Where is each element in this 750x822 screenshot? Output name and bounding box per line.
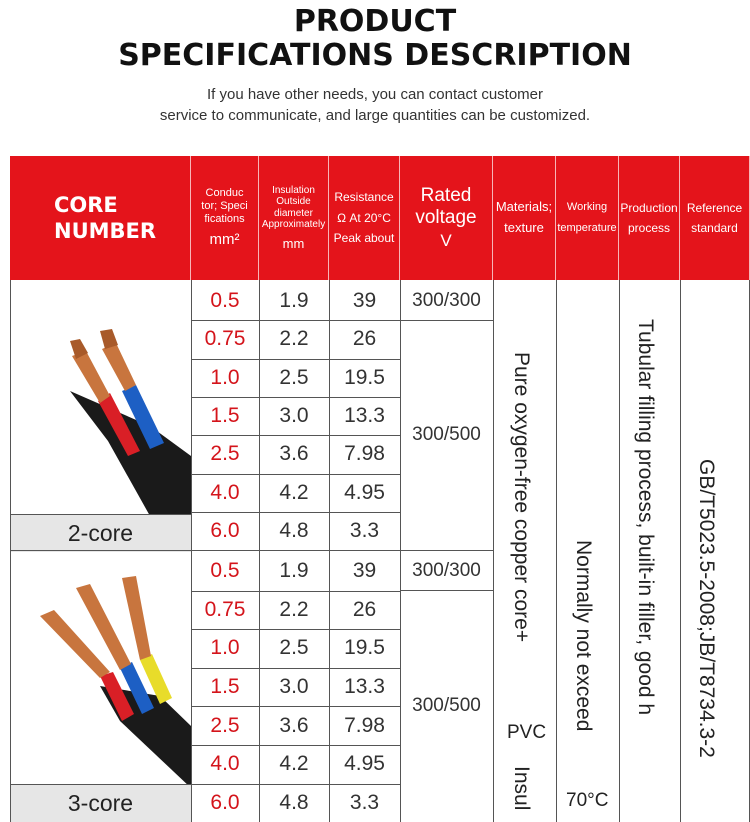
grid-line [191,629,400,630]
header-conductor-spec [191,156,259,280]
table-cell-resistance: 39 [352,289,377,313]
table-cell-diameter: 1.9 [279,289,309,313]
table-cell-diameter: 4.8 [279,518,309,542]
working-temp-text: Normally not exceed [572,540,595,732]
table-cell-diameter: 4.2 [279,752,309,776]
materials-pvc: PVC [507,722,547,743]
header-production-process [619,156,680,280]
grid-line [191,397,400,398]
table-cell-resistance: 13.3 [344,675,385,699]
table-cell-spec: 6.0 [210,518,240,542]
table-cell-diameter: 3.6 [279,442,309,466]
table-cell-spec: 0.75 [204,597,246,621]
grid-line [191,474,400,475]
header-core-number [10,156,191,280]
header-conductor-spec-label: Conduc tor; Speci fications [201,187,248,225]
table-cell-spec: 0.75 [204,327,246,351]
materials-text: Pure oxygen-free copper core+ [510,352,533,643]
table-cell-diameter: 2.2 [279,597,309,621]
grid-line [10,514,191,515]
core-label-2-text: 2-core [67,519,134,546]
grid-line [329,280,330,822]
table-cell-resistance: 26 [352,327,377,351]
table-cell-spec: 1.5 [210,675,240,699]
table-cell-diameter: 4.8 [279,790,309,814]
header-reference-standard-label: Reference standard [686,200,743,235]
header-working-temp [556,156,619,280]
table-cell-spec: 1.0 [210,636,240,660]
table-cell-spec: 4.0 [210,752,240,776]
voltage-cell-2core-rest [400,320,493,550]
grid-line [191,512,400,513]
core-label-3 [10,784,191,822]
table-cell-resistance: 3.3 [349,518,380,542]
table-cell-spec: 2.5 [210,442,240,466]
grid-line [191,668,400,669]
table-cell-diameter: 3.0 [279,675,309,699]
grid-line [680,280,681,822]
table-cell-resistance: 39 [352,559,377,583]
header-working-temp-label: Working temperature [557,201,617,234]
spec-table [10,156,750,822]
table-cell-spec: 1.0 [210,365,240,389]
table-cell-resistance: 3.3 [349,790,380,814]
two-core-cable-image [10,281,191,516]
grid-line [259,280,260,822]
page-title-line2: SPECIFICATIONS DESCRIPTION [118,38,632,73]
table-cell-spec: 0.5 [210,289,240,313]
header-rated-voltage-label: Rated voltage [415,185,477,229]
grid-line [10,784,191,785]
table-cell-spec: 1.5 [210,404,240,428]
table-cell-spec: 4.0 [210,480,240,504]
grid-line [400,280,401,822]
table-cell-resistance: 19.5 [344,636,385,660]
grid-line [619,280,620,822]
core-label-3-text: 3-core [67,789,134,816]
table-cell-resistance: 19.5 [344,365,385,389]
core-label-2 [10,514,191,552]
header-production-process-label: Production process [620,200,678,235]
voltage-3core-first: 300/300 [412,560,481,581]
header-core-number-label: CORE NUMBER [54,193,157,243]
grid-line [493,280,494,822]
header-insulation-label: Insulation Outside diameter Approximately [261,184,326,231]
table-cell-resistance: 7.98 [344,713,385,737]
voltage-cell-3core-rest [400,590,493,822]
materials-tail: Insul [510,766,533,811]
header-insulation-diameter [259,156,329,280]
header-reference-standard [680,156,750,280]
three-core-cable-image [10,556,191,788]
table-cell-spec: 2.5 [210,713,240,737]
voltage-3core-rest: 300/500 [412,695,481,716]
table-cell-diameter: 2.5 [279,365,309,389]
table-cell-diameter: 1.9 [279,559,309,583]
table-cell-diameter: 3.0 [279,404,309,428]
header-materials [493,156,556,280]
voltage-cell-3core-first [400,552,493,590]
voltage-2core-first: 300/300 [412,290,481,311]
header-rated-voltage [400,156,493,280]
grid-line [191,784,400,785]
grid-line [10,280,11,822]
grid-line [400,590,493,591]
table-cell-spec: 6.0 [210,790,240,814]
grid-line [191,706,400,707]
subtitle-line2: service to communicate, and large quantities can be customized. [159,107,591,124]
table-cell-diameter: 4.2 [279,480,309,504]
working-temp-value: 70°C [566,790,609,811]
voltage-cell-2core-first [400,282,493,320]
table-cell-resistance: 26 [352,597,377,621]
header-rated-voltage-unit: V [440,231,452,251]
table-cell-resistance: 4.95 [344,752,385,776]
table-cell-resistance: 4.95 [344,480,385,504]
header-conductor-unit: mm² [209,231,240,249]
grid-line [191,591,400,592]
table-cell-diameter: 2.2 [279,327,309,351]
header-resistance-label: Resistance Ω At 20°C Peak about [333,190,395,246]
table-cell-resistance: 7.98 [344,442,385,466]
header-insulation-unit: mm [282,235,305,251]
grid-line [191,745,400,746]
production-process-text: Tubular filling process, built-in filler, good h [634,319,657,716]
voltage-2core-rest: 300/500 [412,424,481,445]
table-cell-diameter: 3.6 [279,713,309,737]
table-cell-spec: 0.5 [210,559,240,583]
grid-line [191,320,400,321]
table-cell-resistance: 13.3 [344,404,385,428]
header-materials-label: Materials; texture [495,199,553,235]
page-title-line1: PRODUCT [293,4,457,39]
grid-line [191,359,400,360]
grid-line [191,435,400,436]
grid-line [400,320,493,321]
subtitle-line1: If you have other needs, you can contact customer [206,86,544,103]
grid-line [556,280,557,822]
header-resistance [329,156,400,280]
table-cell-diameter: 2.5 [279,636,309,660]
grid-line [10,550,493,551]
reference-standard-text: GB/T5023.5-2008;JB/T8734.3-2 [695,459,718,758]
grid-line [191,280,192,822]
